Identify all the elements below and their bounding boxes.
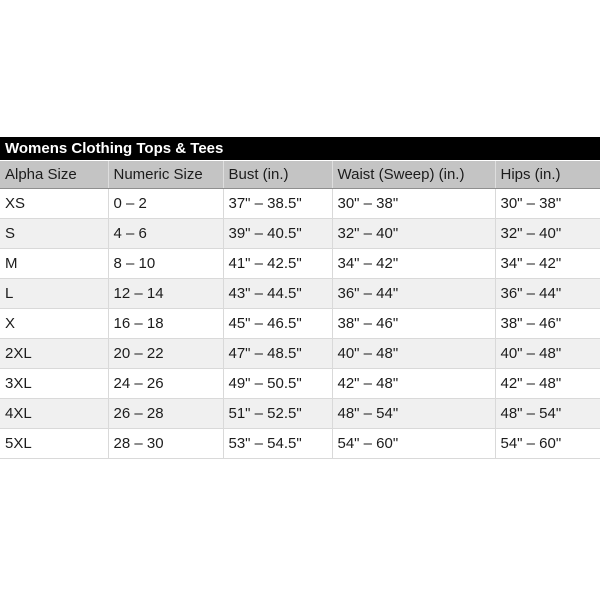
table-cell: 4 – 6 xyxy=(108,219,223,249)
table-cell: 38" – 46" xyxy=(332,309,495,339)
table-cell: 41" – 42.5" xyxy=(223,249,332,279)
table-cell: 32" – 40" xyxy=(495,219,600,249)
table-cell: 16 – 18 xyxy=(108,309,223,339)
table-cell: 0 – 2 xyxy=(108,189,223,219)
table-row xyxy=(0,219,600,249)
table-cell: XS xyxy=(0,189,108,219)
column-header-alpha-size: Alpha Size xyxy=(0,161,108,189)
column-header-numeric-size: Numeric Size xyxy=(108,161,223,189)
table-cell: 51" – 52.5" xyxy=(223,399,332,429)
table-cell: 54" – 60" xyxy=(495,429,600,459)
table-cell: X xyxy=(0,309,108,339)
column-header-waist: Waist (Sweep) (in.) xyxy=(332,161,495,189)
table-row xyxy=(0,189,600,219)
table-cell: 47" – 48.5" xyxy=(223,339,332,369)
table-cell: 34" – 42" xyxy=(332,249,495,279)
header-row xyxy=(0,161,600,189)
table-row xyxy=(0,399,600,429)
table-cell: 32" – 40" xyxy=(332,219,495,249)
table-cell: 39" – 40.5" xyxy=(223,219,332,249)
table-cell: L xyxy=(0,279,108,309)
table-cell: 34" – 42" xyxy=(495,249,600,279)
column-header-bust: Bust (in.) xyxy=(223,161,332,189)
table-cell: 8 – 10 xyxy=(108,249,223,279)
table-cell: S xyxy=(0,219,108,249)
table-cell: 40" – 48" xyxy=(332,339,495,369)
table-row xyxy=(0,249,600,279)
table-cell: 5XL xyxy=(0,429,108,459)
table-cell: 4XL xyxy=(0,399,108,429)
table-row xyxy=(0,279,600,309)
table-title: Womens Clothing Tops & Tees xyxy=(0,137,600,161)
table-cell: 40" – 48" xyxy=(495,339,600,369)
table-cell: M xyxy=(0,249,108,279)
table-cell: 53" – 54.5" xyxy=(223,429,332,459)
table-cell: 30" – 38" xyxy=(332,189,495,219)
table-cell: 48" – 54" xyxy=(495,399,600,429)
table-cell: 36" – 44" xyxy=(332,279,495,309)
table-cell: 20 – 22 xyxy=(108,339,223,369)
table-cell: 42" – 48" xyxy=(332,369,495,399)
table-cell: 42" – 48" xyxy=(495,369,600,399)
table-cell: 49" – 50.5" xyxy=(223,369,332,399)
table-cell: 36" – 44" xyxy=(495,279,600,309)
table-cell: 24 – 26 xyxy=(108,369,223,399)
table-cell: 12 – 14 xyxy=(108,279,223,309)
size-table-header xyxy=(0,161,600,189)
table-cell: 43" – 44.5" xyxy=(223,279,332,309)
size-table xyxy=(0,161,600,459)
table-cell: 37" – 38.5" xyxy=(223,189,332,219)
table-row xyxy=(0,429,600,459)
table-cell: 30" – 38" xyxy=(495,189,600,219)
column-header-hips: Hips (in.) xyxy=(495,161,600,189)
table-row xyxy=(0,309,600,339)
table-cell: 3XL xyxy=(0,369,108,399)
table-row xyxy=(0,369,600,399)
table-cell: 38" – 46" xyxy=(495,309,600,339)
size-table-body xyxy=(0,189,600,459)
size-chart xyxy=(0,137,600,459)
table-cell: 45" – 46.5" xyxy=(223,309,332,339)
table-cell: 48" – 54" xyxy=(332,399,495,429)
table-cell: 2XL xyxy=(0,339,108,369)
table-cell: 28 – 30 xyxy=(108,429,223,459)
table-cell: 54" – 60" xyxy=(332,429,495,459)
table-row xyxy=(0,339,600,369)
table-cell: 26 – 28 xyxy=(108,399,223,429)
